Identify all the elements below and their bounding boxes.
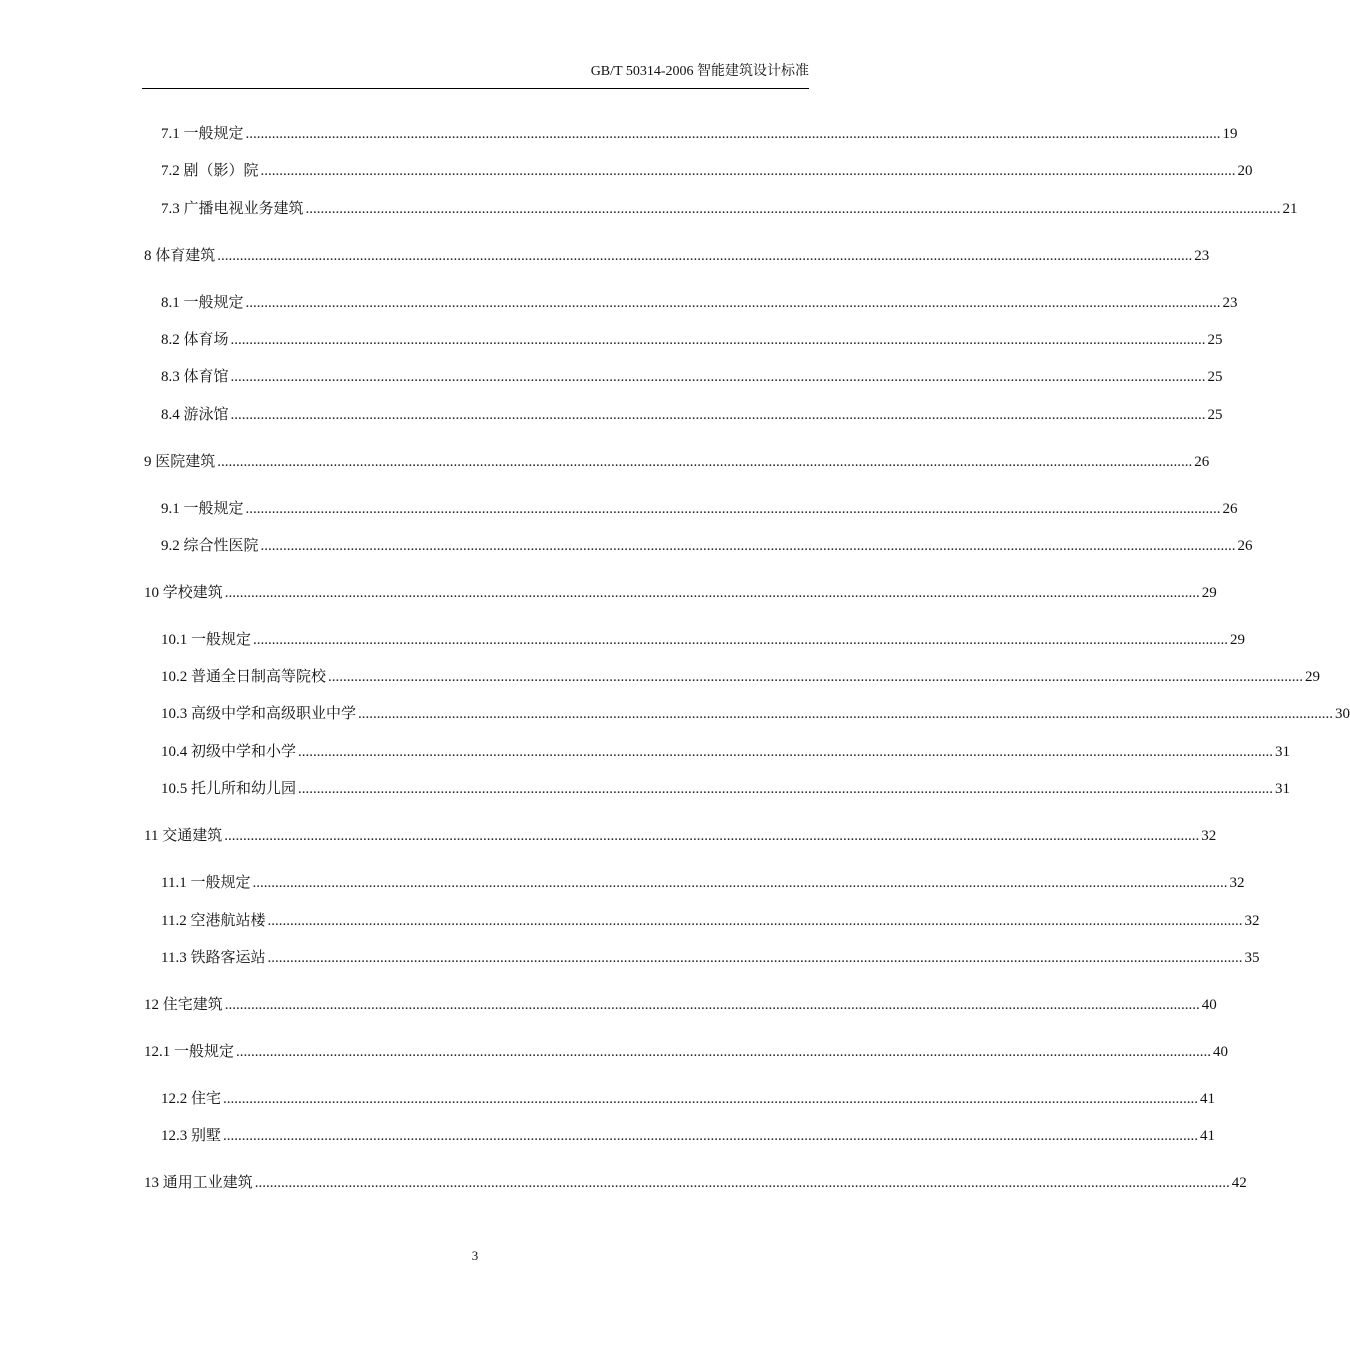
toc-entry-label: 10.3 高级中学和高级职业中学 [161, 706, 357, 722]
toc-entry-label: 12.3 别墅 [161, 1128, 222, 1144]
toc-section-entry[interactable] [161, 947, 1260, 969]
toc-leader-dots: .................................................................................................................................................................................................................................................................... [253, 632, 1229, 648]
toc-entry-page: 26 [1194, 454, 1210, 470]
toc-entry-page: 25 [1207, 407, 1223, 423]
toc-section-entry[interactable] [161, 778, 1291, 800]
toc-section-entry[interactable] [161, 198, 1298, 220]
toc-leader-dots: .................................................................................................................................................................................................................................................................... [230, 369, 1206, 385]
toc-section-entry[interactable] [161, 498, 1238, 520]
toc-chapter-entry[interactable] [144, 1041, 1229, 1063]
toc-entry-label: 11.2 空港航站楼 [161, 913, 266, 929]
toc-leader-dots: .................................................................................................................................................................................................................................................................... [267, 913, 1243, 929]
toc-leader-dots: .................................................................................................................................................................................................................................................................... [230, 407, 1206, 423]
toc-section-entry[interactable] [161, 366, 1223, 388]
toc-entry-label: 7.2 剧（影）院 [161, 163, 259, 179]
toc-entry-label: 10.2 普通全日制高等院校 [161, 669, 327, 685]
toc-entry-page: 21 [1282, 201, 1298, 217]
running-header: GB/T 50314-2006 智能建筑设计标准 [590, 64, 809, 79]
toc-entry-label: 9.2 综合性医院 [161, 538, 259, 554]
toc-entry-page: 42 [1231, 1175, 1247, 1191]
toc-section-entry[interactable] [161, 329, 1223, 351]
toc-leader-dots: .................................................................................................................................................................................................................................................................... [267, 950, 1243, 966]
toc-entry-page: 31 [1275, 744, 1291, 760]
toc-entry-page: 40 [1201, 997, 1217, 1013]
toc-section-entry[interactable] [161, 1125, 1216, 1147]
toc-entry-label: 10.1 一般规定 [161, 632, 252, 648]
toc-entry-label: 8.2 体育场 [161, 332, 229, 348]
toc-entry-page: 19 [1222, 126, 1238, 142]
toc-section-entry[interactable] [161, 629, 1246, 651]
toc-entry-label: 11 交通建筑 [144, 828, 223, 844]
toc-leader-dots: .................................................................................................................................................................................................................................................................... [358, 706, 1334, 722]
toc-leader-dots: .................................................................................................................................................................................................................................................................... [245, 295, 1221, 311]
toc-chapter-entry[interactable] [144, 245, 1210, 267]
toc-entry-label: 8 体育建筑 [144, 248, 216, 264]
toc-entry-page: 26 [1237, 538, 1253, 554]
toc-leader-dots: .................................................................................................................................................................................................................................................................... [223, 1091, 1199, 1107]
toc-entry-label: 8.4 游泳馆 [161, 407, 229, 423]
toc-entry-page: 32 [1229, 875, 1245, 891]
toc-entry-label: 7.3 广播电视业务建筑 [161, 201, 304, 217]
toc-entry-page: 29 [1305, 669, 1321, 685]
toc-section-entry[interactable] [161, 123, 1238, 145]
toc-leader-dots: .................................................................................................................................................................................................................................................................... [223, 1128, 1199, 1144]
toc-section-entry[interactable] [161, 910, 1260, 932]
toc-entry-label: 8.1 一般规定 [161, 295, 244, 311]
toc-entry-label: 13 通用工业建筑 [144, 1175, 253, 1191]
page-number: 3 [471, 1248, 479, 1263]
toc-entry-page: 23 [1222, 295, 1238, 311]
toc-leader-dots: .................................................................................................................................................................................................................................................................... [260, 538, 1236, 554]
toc-section-entry[interactable] [161, 292, 1238, 314]
toc-leader-dots: .................................................................................................................................................................................................................................................................... [298, 744, 1274, 760]
toc-entry-page: 26 [1222, 501, 1238, 517]
toc-leader-dots: .................................................................................................................................................................................................................................................................... [254, 1175, 1230, 1191]
toc-chapter-entry[interactable] [144, 1172, 1247, 1194]
toc-entry-label: 10.4 初级中学和小学 [161, 744, 297, 760]
toc-leader-dots: .................................................................................................................................................................................................................................................................... [217, 248, 1193, 264]
toc-entry-label: 9 医院建筑 [144, 454, 216, 470]
toc-leader-dots: .................................................................................................................................................................................................................................................................... [224, 997, 1200, 1013]
toc-leader-dots: .................................................................................................................................................................................................................................................................... [260, 163, 1236, 179]
toc-entry-label: 12 住宅建筑 [144, 997, 223, 1013]
toc-entry-label: 11.3 铁路客运站 [161, 950, 266, 966]
toc-leader-dots: .................................................................................................................................................................................................................................................................... [230, 332, 1206, 348]
toc-entry-label: 12.2 住宅 [161, 1091, 222, 1107]
toc-entry-label: 12.1 一般规定 [144, 1044, 235, 1060]
toc-entry-page: 30 [1335, 706, 1350, 722]
toc-section-entry[interactable] [161, 535, 1253, 557]
toc-section-entry[interactable] [161, 872, 1245, 894]
toc-chapter-entry[interactable] [144, 994, 1217, 1016]
toc-entry-page: 31 [1275, 781, 1291, 797]
toc-entry-label: 10 学校建筑 [144, 585, 223, 601]
toc-entry-page: 41 [1200, 1128, 1216, 1144]
toc-entry-page: 29 [1230, 632, 1246, 648]
toc-entry-page: 40 [1213, 1044, 1229, 1060]
toc-entry-page: 29 [1201, 585, 1217, 601]
toc-leader-dots: .................................................................................................................................................................................................................................................................... [224, 585, 1200, 601]
toc-chapter-entry[interactable] [144, 451, 1210, 473]
toc-chapter-entry[interactable] [144, 825, 1217, 847]
toc-entry-page: 41 [1200, 1091, 1216, 1107]
toc-section-entry[interactable] [161, 160, 1253, 182]
toc-section-entry[interactable] [161, 703, 1350, 725]
toc-entry-label: 7.1 一般规定 [161, 126, 244, 142]
toc-entry-label: 11.1 一般规定 [161, 875, 251, 891]
toc-entry-page: 32 [1244, 913, 1260, 929]
toc-leader-dots: .................................................................................................................................................................................................................................................................... [224, 828, 1200, 844]
toc-entry-label: 10.5 托儿所和幼儿园 [161, 781, 297, 797]
toc-leader-dots: .................................................................................................................................................................................................................................................................... [236, 1044, 1212, 1060]
toc-entry-label: 9.1 一般规定 [161, 501, 244, 517]
toc-chapter-entry[interactable] [144, 582, 1217, 604]
toc-leader-dots: .................................................................................................................................................................................................................................................................... [245, 126, 1221, 142]
toc-section-entry[interactable] [161, 666, 1321, 688]
toc-entry-label: 8.3 体育馆 [161, 369, 229, 385]
toc-section-entry[interactable] [161, 404, 1223, 426]
toc-leader-dots: .................................................................................................................................................................................................................................................................... [328, 669, 1304, 685]
toc-leader-dots: .................................................................................................................................................................................................................................................................... [217, 454, 1193, 470]
toc-entry-page: 35 [1244, 950, 1260, 966]
toc-entry-page: 20 [1237, 163, 1253, 179]
toc-section-entry[interactable] [161, 741, 1291, 763]
toc-leader-dots: .................................................................................................................................................................................................................................................................... [245, 501, 1221, 517]
toc-leader-dots: .................................................................................................................................................................................................................................................................... [298, 781, 1274, 797]
toc-entry-page: 23 [1194, 248, 1210, 264]
toc-entry-page: 25 [1207, 332, 1223, 348]
toc-entry-page: 25 [1207, 369, 1223, 385]
toc-section-entry[interactable] [161, 1088, 1216, 1110]
toc-leader-dots: .................................................................................................................................................................................................................................................................... [252, 875, 1228, 891]
toc-entry-page: 32 [1201, 828, 1217, 844]
toc-leader-dots: .................................................................................................................................................................................................................................................................... [305, 201, 1281, 217]
